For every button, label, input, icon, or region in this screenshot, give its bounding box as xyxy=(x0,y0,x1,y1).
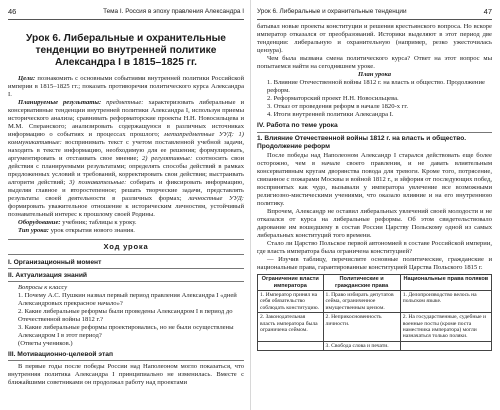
plan-item: 1. Влияние Отечественной войны 1812 г. на власть и общество. Продолжение реформ. xyxy=(267,79,485,95)
equipment-paragraph xyxy=(8,219,244,227)
lesson-title: Урок 6. Либеральные и охранительные тенденции во внутренней политике Александра I в 1815–1825 гг. xyxy=(26,33,226,69)
question-item: 2. Какие либеральные реформы были проведены Александром I в период до Отечественной войны 1812 г.? xyxy=(18,308,233,324)
plan-list xyxy=(267,79,492,119)
results-meta-2-label: 2) регулятивные: xyxy=(141,155,193,163)
table-task: — Изучив таблицу, перечислите основные политические, гражданские и национальные права, гарантированные конституцией Царства Польского 1815 г. xyxy=(257,256,492,272)
right-page xyxy=(250,0,500,410)
right-page-number: 47 xyxy=(483,6,492,16)
section-heading-4: IV. Работа по теме урока xyxy=(257,121,492,132)
left-running-header xyxy=(8,4,244,20)
plan-item: 3. Отказ от проведения реформ в начале 1820-х гг. xyxy=(267,103,408,111)
table-cell: 2. Законодательная власть императора была ограничена сеймом. xyxy=(258,313,324,342)
motivation-paragraph: В первые годы после победы России над Наполеоном могло показаться, что внутренняя политика Александра I принципиально не изменилась. Вместе с ближайшими советниками он продолжал работу над проектами xyxy=(8,363,244,387)
table-cell: 2. Неприкосновенность личности. xyxy=(323,313,400,342)
results-meta-2-text: соотносить свои действия с планируемыми результатами; определять способы действий в рамках предложенных условий и требований, корректировать свои действия; выстраивать алгоритм действий; xyxy=(8,155,244,187)
table-cell xyxy=(258,341,324,350)
answers-note: (Ответы учеников.) xyxy=(18,340,73,348)
equipment-text: учебник; таблицы к уроку. xyxy=(62,219,137,227)
table-header-row xyxy=(258,275,492,291)
table-cell: 2. На государственные, судебные и военные посты (кроме поста наместника императора) могли назначаться только поляки. xyxy=(400,313,491,342)
right-running-header xyxy=(257,4,492,20)
question-item: 1. Почему А.С. Пушкин назвал первый период правления Александра I «дней Александровых прекрасное начало»? xyxy=(18,291,237,307)
plan-item: 4. Итоги внутренней политики Александра I. xyxy=(267,111,394,119)
table-cell: 1. Право избирать депутатов сейма, ограниченное имущественным цензом. xyxy=(323,290,400,312)
results-label: Планируемые результаты: xyxy=(18,98,102,106)
table-header-cell: Политические и гражданские права xyxy=(323,275,400,291)
body-paragraph: Стало ли Царство Польское первой автономией в составе Российской империи, где власть императора была ограничена конституцией? xyxy=(257,239,492,255)
left-running-head-text: Тема I. Россия в эпоху правления Александра I xyxy=(103,7,244,15)
intro-paragraph: батывал новые проекты конституции и решения крестьянского вопроса. Но вскоре император отказался от преобразований. Историки выделяют в этот период две тенденции: либеральную и охранительную (например, резко ужесточилась цензура). xyxy=(257,23,492,55)
lesson-type-label: Тип урока: xyxy=(18,227,49,235)
topic-heading-1: 1. Влияние Отечественной войны 1812 г. на власть и общество. Продолжение реформ xyxy=(257,134,467,150)
questions-list xyxy=(18,292,244,348)
results-meta-3-label: 3) познавательные: xyxy=(69,179,127,187)
table-cell: 3. Свобода слова и печати. xyxy=(323,341,400,350)
table-cell: 1. Делопроизводство велось на польском языке. xyxy=(400,290,491,312)
table-header-cell: Ограничение власти императора xyxy=(258,275,324,291)
results-personal-label: личностные УУД: xyxy=(188,195,245,203)
lesson-type-text: урок открытия нового знания. xyxy=(50,227,135,235)
section-heading-2: II. Актуализация знаний xyxy=(8,271,244,282)
results-meta-1-text: воспринимать текст с учетом поставленной учебной задачи, находить в тексте информацию, необходимую для ее решения; формулировать, аргументировать и отстаивать свое мнение; xyxy=(8,138,244,163)
questions-label: Вопросы к классу xyxy=(18,283,68,291)
question-item: 3. Какие либеральные реформы проектировались, но не были осуществлены Александром I в этот период? xyxy=(18,324,234,340)
results-meta-1-label: 1) коммуникативные: xyxy=(8,130,244,146)
right-running-head-text: Урок 6. Либеральные и охранительные тенденции xyxy=(257,7,407,15)
results-meta-3-text: собирать и фиксировать информацию, выделяя главное и второстепенное; решать творческие задачи, представлять результаты своей деятельности в различных формах; xyxy=(8,179,244,203)
intro-question: Чем была вызвана смена политического курса? Ответ на этот вопрос мы попытаемся найти на сегодняшнем уроке. xyxy=(257,55,492,71)
results-subject-text: характеризовать либеральные и консервативные тенденции внутренней политики Александра I, используя приемы исторического анализа; сравнивать реформаторские проекты Н.Н. Новосильцева и М.М. Сперанского; анализировать содержащуюся в различных источниках информацию о событиях и процессах прошлого; xyxy=(8,98,244,138)
equipment-label: Оборудование: xyxy=(18,219,61,227)
table-row xyxy=(258,341,492,350)
table-row xyxy=(258,313,492,342)
plan-item: 2. Реформаторский проект Н.Н. Новосильцева. xyxy=(267,95,399,103)
left-page-number: 46 xyxy=(8,6,17,16)
results-meta-label: метапредметные УУД: xyxy=(164,130,234,138)
table-header-cell: Национальные права поляков xyxy=(400,275,491,291)
results-personal-text: формировать уважительное отношение к историческим личностям, устойчивый познавательный интерес к прошлому своей Родины. xyxy=(8,203,244,219)
goal-paragraph xyxy=(8,75,244,99)
results-paragraph xyxy=(8,99,244,219)
rights-table xyxy=(257,274,492,351)
table-cell: 1. Император принял на себя обязательство соблюдать конституцию. xyxy=(258,290,324,312)
results-subject-label: предметные: xyxy=(106,98,144,106)
course-heading: Ход урока xyxy=(8,239,244,254)
body-paragraph: После победы над Наполеоном Александр I старался действовать еще более осторожно, чем в начале своего правления, и не давать влиятельным консервативным кругам дворянства повода для тревоги. Кроме того, потрясение, связанное с пожарами Москвы и войной 1812 г., и эйфория от последующих побед, воспринятых как чудо, вызывали у императора увлечение все возможными религиозно-мистическими учениями, что оказало влияние и на его внутреннюю политику. xyxy=(257,151,492,207)
plan-label: План урока xyxy=(357,71,392,79)
section-heading-3: III. Мотивационно-целевой этап xyxy=(8,350,244,361)
goal-label: Цели: xyxy=(18,74,36,82)
body-paragraph: Впрочем, Александр не оставил либеральных увлечений своей молодости и не отказался от курса на либеральные реформы. Об этом свидетельствовало дарование им вошедшему в состав России Царству Польскому одной из самых либеральных конституций того времени. xyxy=(257,207,492,239)
section-heading-1: I. Организационный момент xyxy=(8,258,244,269)
goal-text: познакомить с основными событиями внутренней политики Российской империи в 1815–1825 гг.; показать противоречия политического курса Александра I. xyxy=(8,74,244,98)
lesson-type-paragraph xyxy=(8,227,244,235)
table-cell xyxy=(400,341,491,350)
table-row xyxy=(258,290,492,312)
